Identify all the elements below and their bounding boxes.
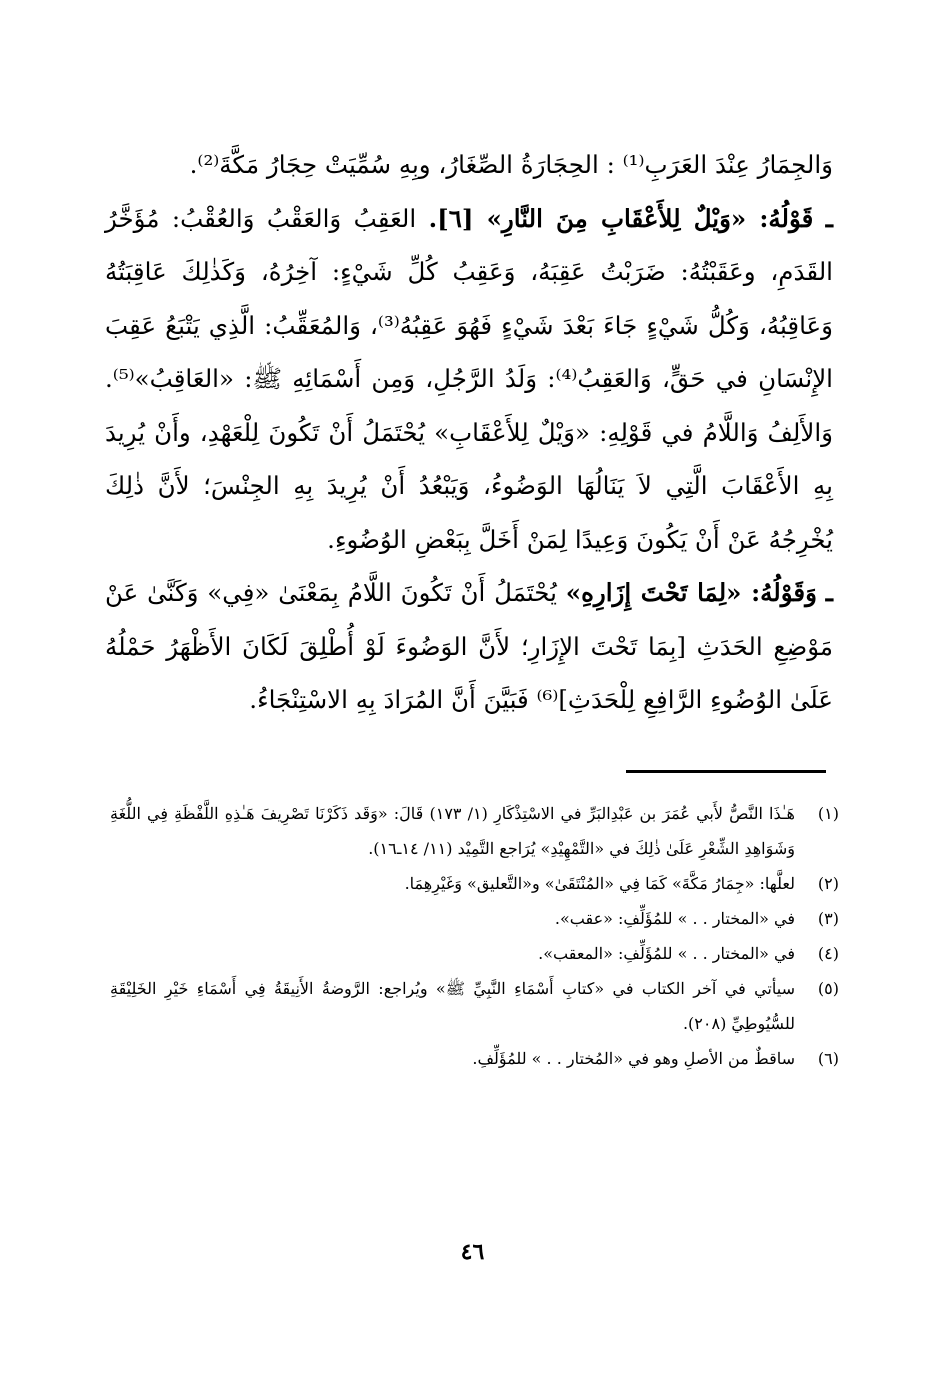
- paragraph-izar-text: يُحْتَمَلُ أَنْ تَكُونَ اللَّامُ بِمَعْنَىٰ «فِي» وَكَنَّىٰ عَنْ مَوْضِعِ الحَدَثِ [بِمَا تَحْتَ الإِزَارِ؛ لأَنَّ الوَضُوءَ لَوْ أُطْلِقَ لَكَانَ الأَظْهَرُ حَمْلُهُ عَلَىٰ الوُضُوءِ الرَّافِعِ لِلْحَدَثِ]⁽⁶⁾ فَبَيَّنَ أَنَّ المُرَادَ بِهِ الاسْتِنْجَاءُ.: [105, 578, 833, 714]
- footnote-text: هَـٰذَا النَّصُّ لأَبي عُمَرَ بن عَبْدِالبَرِّ في الاسْتِذْكَارِ (١/ ١٧٣) قَالَ: «وَقَد ذَكَرْنَا تَصْرِيفَ هَـٰذِهِ اللَّفْظَةِ فِي اللُّغَةِ وَشَوَاهِدِ الشِّعْرِ عَلَىٰ ذٰلِكَ في «التَّمْهِيْدِ» يُرَاجع التَّمِيْد (١١/ ١٤ـ١٦).: [110, 804, 795, 858]
- footnote-item: [110, 1041, 839, 1076]
- hadith-quote-izar: وَقَوْلُهُ: «لِمَا تَحْتَ إِزَارِهِ»: [565, 578, 817, 607]
- paragraph-dash: ـ: [825, 578, 833, 607]
- footnote-number: (٢): [817, 874, 839, 893]
- page-number: ٤٦: [460, 1239, 485, 1265]
- footnote-item: [110, 866, 839, 901]
- footnote-text: ساقطٌ من الأصلِ وهو في «المُختار . . » للمُؤَلِّفِ.: [472, 1049, 795, 1068]
- footnote-number: (٥): [817, 979, 839, 998]
- main-text: [105, 138, 833, 727]
- footnote-number: (٤): [817, 944, 839, 963]
- footnote-text: لعلَّها: «جِمَارُ مَكَّةَ» كَمَا فِي «المُنْتَقَىٰ» و«التَّعليق» وَغَيْرِهِمَا.: [404, 874, 795, 893]
- footnote-item: [110, 901, 839, 936]
- paragraph-izar: [105, 566, 833, 727]
- footnote-number: (٣): [817, 909, 839, 928]
- footnote-text: سيأتي في آخر الكتاب في «كتابِ أَسْمَاءِ النَّبِيِّ ﷺ» ويُراجع: الرَّوضةُ الأَنِيقَةُ فِي أَسْمَاءِ خَيْرِ الخَلِيْقَةِ للسُّيُوطِيِّ (٢٠٨).: [110, 979, 795, 1033]
- paragraph-jimar: [105, 138, 833, 192]
- paragraph-wayl: [105, 192, 833, 567]
- footnote-item: [110, 971, 839, 1041]
- footnote-item: [110, 796, 839, 866]
- footnotes: [110, 796, 839, 1076]
- paragraph-dash: ـ: [825, 203, 833, 233]
- paragraph-jimar-text: وَالجِمَارُ عِنْدَ العَرَبِ⁽¹⁾ : الحِجَارَةُ الصِّغَارُ، وبِهِ سُمِّيَتْ حِجَارُ مَكَّةَ⁽²⁾.: [189, 150, 833, 179]
- footnote-text: في «المختار . . » للمُؤَلِّفِ: «عقب».: [554, 909, 795, 928]
- footnote-number: (٦): [817, 1049, 839, 1068]
- footnote-number: (١): [817, 804, 839, 823]
- footnote-divider: [626, 770, 826, 773]
- paragraph-wayl-text: العَقِبُ وَالعَقْبُ وَالعُقْبُ: مُؤَخَّرُ القَدَمِ، وعَقَبْتُهُ: ضَرَبْتُ عَقِبَهُ، وَعَقِبُ كُلِّ شَيْءٍ: آخِرُهُ، وَكَذٰلِكَ عَاقِبَتُهُ وَعَاقِبُهُ، وَكُلُّ شَيْءٍ جَاءَ بَعْدَ شَيْءٍ فَهُوَ عَقِبُهُ⁽³⁾، وَالمُعَقِّبُ: الَّذِي يَتْبَعُ عَقِبَ الإِنْسَانِ في حَقٍّ، وَالعَقِبُ⁽⁴⁾: وَلَدُ الرَّجُلِ، وَمِن أَسْمَائِهِ ﷺ: «العَاقِبُ»⁽⁵⁾. وَالأَلِفُ وَاللَّامُ في قَوْلِهِ: «وَيْلٌ لِلأَعْقَابِ» يُحْتَمَلُ أَنْ تَكُونَ لِلْعَهْدِ، وأَنْ يُرِيدَ بِهِ الأَعْقَابَ الَّتِي لاَ يَنَالُهَا الوَضُوءُ، وَيَبْعُدُ أَنْ يُرِيدَ بِهِ الجِنْسَ؛ لأَنَّ ذٰلِكَ يُخْرِجُهُ عَنْ أَنْ يَكُونَ وَعِيدًا لِمَنْ أَخَلَّ بِبَعْضِ الوُضُوءِ.: [105, 203, 833, 554]
- footnote-text: في «المختار . . » للمُؤَلِّفِ: «المعقب».: [538, 944, 795, 963]
- footnote-item: [110, 936, 839, 971]
- hadith-quote-wayl: قَوْلُهُ: «وَيْلٌ لِلأَعْقَابِ مِنَ النَّارِ» [٦].: [428, 203, 814, 233]
